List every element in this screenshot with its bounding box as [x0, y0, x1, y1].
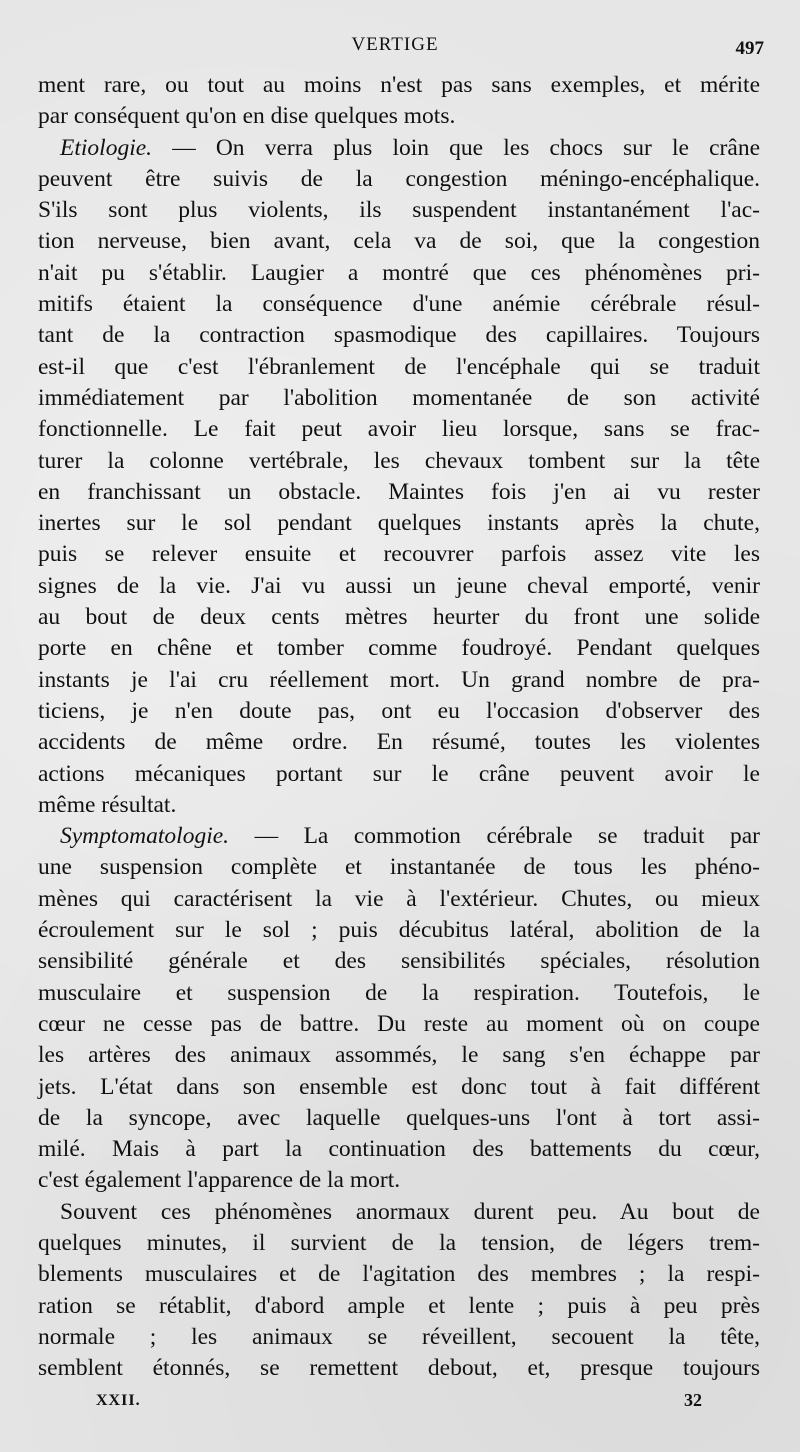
- text-line: normale ; les animaux se réveillent, secouent la tête,: [38, 1323, 760, 1350]
- section-heading-etiologie: Etiologie.: [60, 134, 153, 161]
- text-line: est-il que c'est l'ébranlement de l'encéphale qui se traduit: [38, 353, 760, 380]
- text-line: de la syncope, avec laquelle quelques-uns l'ont à tort assi-: [38, 1104, 760, 1131]
- text-line: semblent étonnés, se remettent debout, et, presque toujours: [38, 1355, 760, 1382]
- text-line: même résultat.: [38, 791, 177, 818]
- text-line: écroulement sur le sol ; puis décubitus latéral, abolition de la: [38, 917, 760, 944]
- text-line: mitifs étaient la conséquence d'une anémie cérébrale résul-: [38, 291, 760, 318]
- text-line: sensibilité générale et des sensibilités spéciales, résolution: [38, 948, 760, 975]
- text-line: au bout de deux cents mètres heurter du front une solide: [38, 604, 760, 631]
- text-line: S'ils sont plus violents, ils suspendent instantanément l'ac-: [38, 197, 760, 224]
- text-line-symptomatologie: [38, 821, 760, 852]
- page-number: 497: [735, 38, 764, 59]
- signature-mark: XXII.: [96, 1392, 141, 1409]
- text-line: porte en chêne et tomber comme foudroyé. Pendant quelques: [38, 635, 760, 662]
- text-line: puis se relever ensuite et recouvrer parfois assez vite les: [38, 541, 760, 568]
- running-head: [0, 34, 800, 58]
- text-line: mènes qui caractérisent la vie à l'extérieur. Chutes, ou mieux: [38, 885, 760, 912]
- text-line: signes de la vie. J'ai vu aussi un jeune cheval emporté, venir: [38, 572, 760, 599]
- text-line: Souvent ces phénomènes anormaux durent peu. Au bout de: [60, 1198, 760, 1225]
- text-line: une suspension complète et instantanée de tous les phéno-: [38, 854, 760, 881]
- text-line: ment rare, ou tout au moins n'est pas sans exemples, et mérite: [38, 72, 760, 98]
- text-line: actions mécaniques portant sur le crâne peuvent avoir le: [38, 760, 760, 787]
- running-title: VERTIGE: [351, 34, 439, 55]
- text-line: immédiatement par l'abolition momentanée de son activité: [38, 384, 760, 411]
- text-line: cœur ne cesse pas de battre. Du reste au moment où on coupe: [38, 1010, 760, 1037]
- text-line-etiologie: [38, 133, 760, 164]
- sheet-number: 32: [684, 1390, 702, 1410]
- text-line: en franchissant un obstacle. Maintes fois j'en ai vu rester: [38, 478, 760, 505]
- text-fragment: — La commotion cérébrale se traduit par: [254, 823, 760, 850]
- text-line: inertes sur le sol pendant quelques instants après la chute,: [38, 510, 760, 537]
- text-line: tant de la contraction spasmodique des capillaires. Toujours: [38, 322, 760, 349]
- text-line: instants je l'ai cru réellement mort. Un grand nombre de pra-: [38, 666, 760, 693]
- text-line: ticiens, je n'en doute pas, ont eu l'occasion d'observer des: [38, 697, 760, 724]
- text-line: quelques minutes, il survient de la tension, de légers trem-: [38, 1229, 760, 1256]
- section-heading-symptomatologie: Symptomatologie.: [60, 823, 230, 850]
- text-line: milé. Mais à part la continuation des battements du cœur,: [38, 1136, 760, 1163]
- text-line: c'est également l'apparence de la mort.: [38, 1167, 401, 1194]
- text-line: blements musculaires et de l'agitation des membres ; la respi-: [38, 1261, 760, 1288]
- text-line: fonctionnelle. Le fait peut avoir lieu lorsque, sans se frac-: [38, 416, 760, 443]
- page-footer: [0, 1392, 800, 1416]
- text-line: n'ait pu s'établir. Laugier a montré que ces phénomènes pri-: [38, 259, 760, 286]
- text-line: musculaire et suspension de la respiration. Toutefois, le: [38, 979, 760, 1006]
- text-line: ration se rétablit, d'abord ample et lente ; puis à peu près: [38, 1292, 760, 1319]
- text-line: accidents de même ordre. En résumé, toutes les violentes: [38, 729, 760, 756]
- body-text: [38, 70, 760, 1384]
- text-line: tion nerveuse, bien avant, cela va de soi, que la congestion: [38, 228, 760, 255]
- text-line: jets. L'état dans son ensemble est donc tout à fait différent: [38, 1073, 760, 1100]
- text-line: les artères des animaux assommés, le sang s'en échappe par: [38, 1042, 760, 1069]
- text-fragment: — On verra plus loin que les chocs sur le crâne: [172, 134, 760, 161]
- text-line: peuvent être suivis de la congestion méningo-encéphalique.: [38, 165, 760, 192]
- text-line: turer la colonne vertébrale, les chevaux tombent sur la tête: [38, 447, 760, 474]
- text-line: par conséquent qu'on en dise quelques mots.: [38, 103, 456, 130]
